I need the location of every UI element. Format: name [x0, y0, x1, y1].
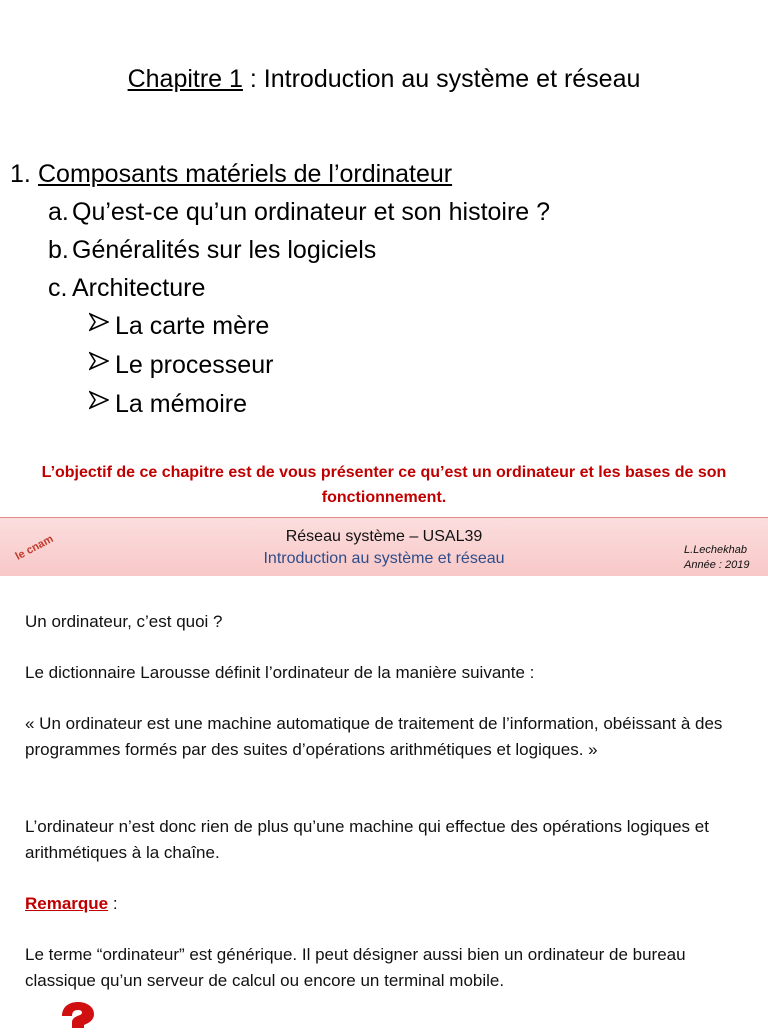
banner-year: Année : 2019	[684, 559, 750, 571]
remark-colon: :	[108, 894, 118, 913]
toc-subitem-letter: c.	[48, 274, 68, 302]
toc-subitem-label: Qu’est-ce qu’un ordinateur et son histoire ?	[72, 198, 551, 226]
slide-banner	[0, 517, 768, 576]
content-definition: « Un ordinateur est une machine automatique de traitement de l’information, obéissant à des programmes formés par des suites d’opérations arithmétiques et logiques. »	[25, 714, 723, 759]
toc-bullet-motherboard	[89, 309, 269, 343]
toc-subitem-label: Architecture	[72, 274, 206, 302]
arrow-bullet-icon	[89, 351, 115, 371]
toc-subitem-label: Généralités sur les logiciels	[72, 236, 377, 264]
content-remark-text: Le terme “ordinateur” est générique. Il peut désigner aussi bien un ordinateur de bureau classique qu’un serveur de calcul ou encore un terminal mobile.	[25, 945, 686, 990]
chapter-objective: L’objectif de ce chapitre est de vous présenter ce qu’est un ordinateur et les bases de son fonctionnement.	[41, 464, 727, 506]
toc-bullet-processor	[89, 348, 273, 382]
toc-subitem-c	[48, 271, 205, 305]
toc-item-1	[10, 157, 452, 191]
content-question: Un ordinateur, c’est quoi ?	[25, 612, 223, 631]
banner-author: L.Lechekhab	[684, 544, 747, 556]
toc-subitem-a	[48, 195, 550, 229]
remark-label: Remarque	[25, 894, 109, 913]
cnam-logo-text: le cnam	[13, 532, 56, 563]
content-summary: L’ordinateur n’est donc rien de plus qu’une machine qui effectue des opérations logiques et arithmétiques à la chaîne.	[25, 817, 709, 862]
toc-subitem-letter: a.	[48, 198, 69, 226]
content-larousse-intro: Le dictionnaire Larousse définit l’ordinateur de la manière suivante :	[25, 663, 535, 682]
banner-chapter-title: Introduction au système et réseau	[263, 550, 505, 567]
toc-item-number: 1.	[10, 160, 31, 188]
title-text: Introduction au système et réseau	[263, 65, 641, 93]
toc-item-label: Composants matériels de l’ordinateur	[38, 160, 453, 188]
toc-bullet-label: La mémoire	[115, 390, 247, 418]
title-separator: :	[242, 65, 264, 93]
banner-course-title: Réseau système – USAL39	[285, 528, 483, 545]
chapter-label: Chapitre 1	[127, 65, 243, 93]
arrow-bullet-icon	[89, 390, 115, 410]
toc-bullet-label: Le processeur	[115, 351, 274, 379]
toc-subitem-letter: b.	[48, 236, 69, 264]
content-remark-heading	[25, 891, 743, 917]
banner-author-block	[684, 543, 749, 573]
toc-bullet-label: La carte mère	[115, 312, 270, 340]
arrow-bullet-icon	[89, 312, 115, 332]
page-title	[0, 62, 768, 96]
toc-bullet-memory	[89, 387, 247, 421]
toc-subitem-b	[48, 233, 376, 267]
